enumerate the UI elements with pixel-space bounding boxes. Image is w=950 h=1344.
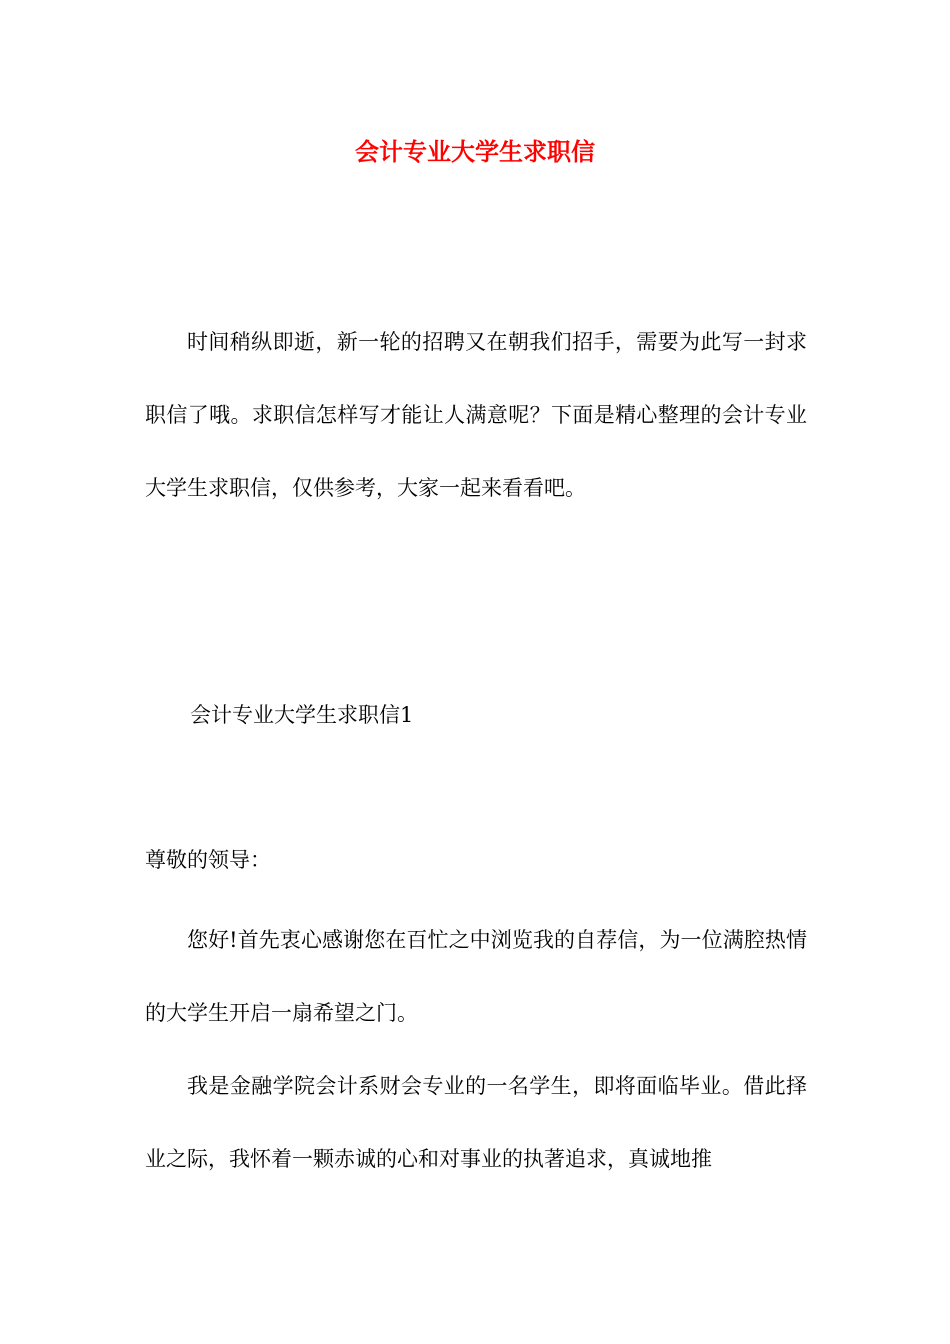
document-title: 会计专业大学生求职信: [355, 137, 595, 166]
body-paragraph-2: 我是金融学院会计系财会专业的一名学生，即将面临毕业。借此择业之际，我怀着一颗赤诚的心和对事业的执著追求，真诚地推: [145, 1074, 807, 1171]
salutation: 尊敬的领导：: [145, 848, 271, 872]
intro-paragraph: 时间稍纵即逝，新一轮的招聘又在朝我们招手，需要为此写一封求职信了哦。求职信怎样写才能让人满意呢？下面是精心整理的会计专业大学生求职信，仅供参考，大家一起来看看吧。: [145, 330, 807, 500]
body-paragraph-1: 您好!首先衷心感谢您在百忙之中浏览我的自荐信，为一位满腔热情的大学生开启一扇希望之门。: [145, 928, 807, 1025]
section-heading: 会计专业大学生求职信1: [190, 703, 414, 727]
